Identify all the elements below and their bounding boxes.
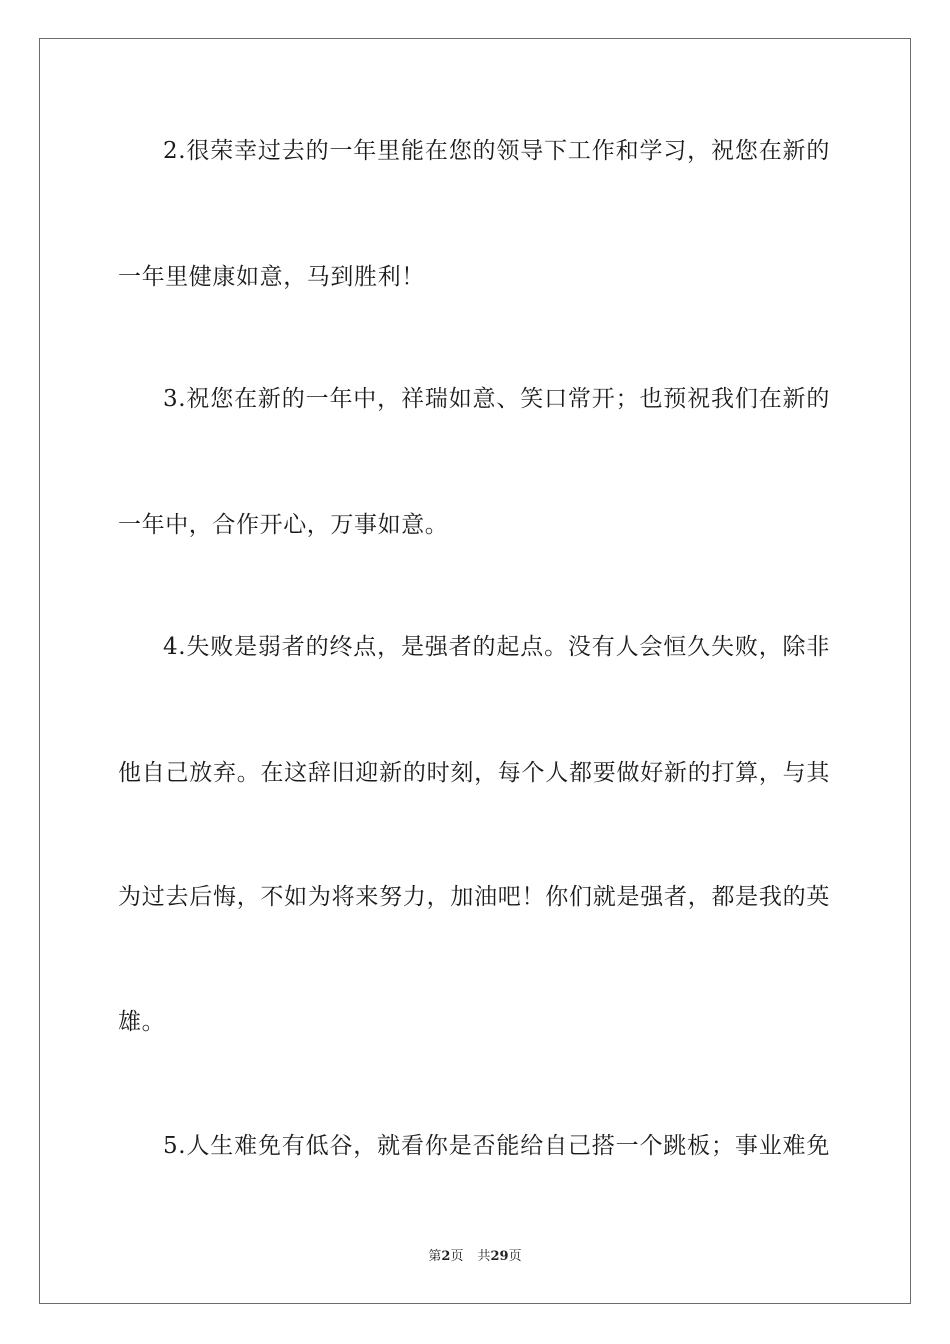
paragraph-3-line-2: 一年中，合作开心，万事如意。 xyxy=(118,512,449,538)
total-prefix: 共 xyxy=(477,1249,491,1264)
paragraph-4-line-1: 4.失败是弱者的终点，是强者的起点。没有人会恒久失败，除非 xyxy=(163,634,830,660)
page-footer xyxy=(0,1248,950,1266)
total-suffix: 页 xyxy=(508,1249,522,1264)
page-border xyxy=(39,38,911,1304)
paragraph-2-line-1: 2.很荣幸过去的一年里能在您的领导下工作和学习，祝您在新的 xyxy=(163,138,830,164)
total-pages: 29 xyxy=(490,1249,509,1264)
page-number: 2 xyxy=(441,1249,451,1264)
paragraph-5-line-1: 5.人生难免有低谷，就看你是否能给自己搭一个跳板；事业难免 xyxy=(163,1133,830,1159)
paragraph-3-line-1: 3.祝您在新的一年中，祥瑞如意、笑口常开；也预祝我们在新的 xyxy=(163,386,830,412)
paragraph-4-line-4: 雄。 xyxy=(118,1009,166,1035)
paragraph-4-line-2: 他自己放弃。在这辞旧迎新的时刻，每个人都要做好新的打算，与其 xyxy=(118,760,830,786)
paragraph-2-line-2: 一年里健康如意，马到胜利！ xyxy=(118,264,425,290)
paragraph-4-line-3: 为过去后悔，不如为将来努力，加油吧！你们就是强者，都是我的英 xyxy=(118,884,830,910)
page-prefix: 第 xyxy=(428,1249,442,1264)
page-suffix: 页 xyxy=(450,1249,464,1264)
